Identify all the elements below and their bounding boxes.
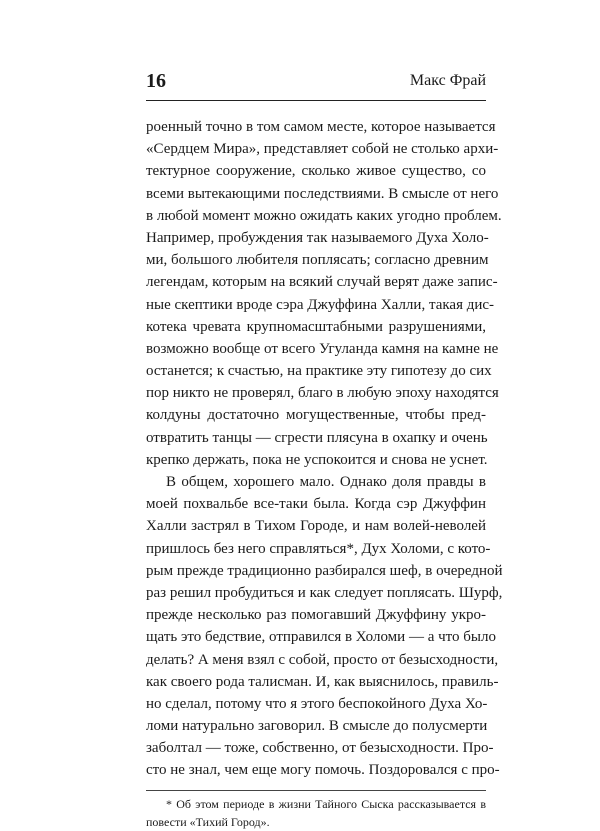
- text-line: роенный точно в том самом месте, которое называется: [146, 119, 496, 135]
- text-line: Халли застрял в Тихом Городе, и нам волей-неволей: [146, 518, 486, 535]
- text-line: заболтал — тоже, собственно, от безысходности. Про-: [146, 740, 494, 757]
- text-line: тектурное сооружение, сколько живое существо, со: [146, 163, 486, 180]
- text-line: раз решил пробудиться и как следует поплясать. Шурф,: [146, 584, 503, 601]
- text-line: отвратить танцы — сгрести плясуна в охапку и очень: [146, 429, 488, 446]
- text-line: котека чревата крупномасштабными разрушениями,: [146, 318, 486, 335]
- paragraph-2: [146, 471, 503, 782]
- footnote-line: повести «Тихий Город».: [146, 814, 270, 829]
- text-line: останется; к счастью, на практике эту гипотезу до сих: [146, 363, 492, 380]
- text-line: ные скептики вроде сэра Джуффина Халли, такая дис-: [146, 296, 495, 313]
- page-number: 16: [146, 70, 166, 92]
- text-line: моей похвальбе все-таки была. Когда сэр Джуффин: [146, 496, 486, 513]
- text-line: в любой момент можно ожидать каких угодно проблем.: [146, 207, 502, 224]
- text-line: пор никто не проверял, благо в любую эпоху находятся: [146, 385, 499, 402]
- text-line: сто не знал, чем еще могу помочь. Поздоровался с про-: [146, 762, 500, 779]
- text-line: делать? А меня взял с собой, просто от безысходности,: [146, 651, 499, 668]
- footnote: [146, 790, 486, 831]
- running-head-author: Макс Фрай: [409, 72, 486, 89]
- text-line: В общем, хорошего мало. Однако доля правды в: [166, 474, 486, 490]
- text-line: ми, большого любителя поплясать; согласно древним: [146, 252, 489, 269]
- text-line: «Сердцем Мира», представляет собой не столько архи-: [146, 141, 499, 158]
- book-page: [146, 64, 503, 831]
- text-line: всеми вытекающими последствиями. В смысле от него: [146, 185, 499, 202]
- text-line: крепко держать, пока не успокоится и снова не уснет.: [146, 451, 488, 468]
- text-line: легендам, которым на всякий случай верят даже запис-: [146, 274, 498, 291]
- text-line: пришлось без него справляться*, Дух Холоми, с кото-: [146, 540, 491, 557]
- text-line: прежде несколько раз помогавший Джуффину укро-: [146, 607, 486, 624]
- text-line: рым прежде традиционно разбирался шеф, в очередной: [146, 562, 503, 579]
- text-line: ломи натурально заговорил. В смысле до полусмерти: [146, 718, 488, 735]
- body-text: [146, 116, 503, 782]
- paragraph-1: [146, 116, 502, 471]
- footnote-line: * Об этом периоде в жизни Тайного Сыска рассказывается в: [166, 796, 486, 811]
- text-line: возможно вообще от всего Угуланда камня на камне не: [146, 340, 499, 357]
- text-line: но сделал, потому что я этого беспокойного Духа Хо-: [146, 695, 488, 712]
- page-header: [146, 64, 486, 101]
- text-line: колдуны достаточно могущественные, чтобы пред-: [146, 407, 486, 424]
- text-line: щать это бедствие, отправился в Холоми — а что было: [146, 629, 496, 646]
- text-line: Например, пробуждения так называемого Духа Холо-: [146, 229, 489, 246]
- text-line: как своего рода талисман. И, как выяснилось, правиль-: [146, 673, 499, 690]
